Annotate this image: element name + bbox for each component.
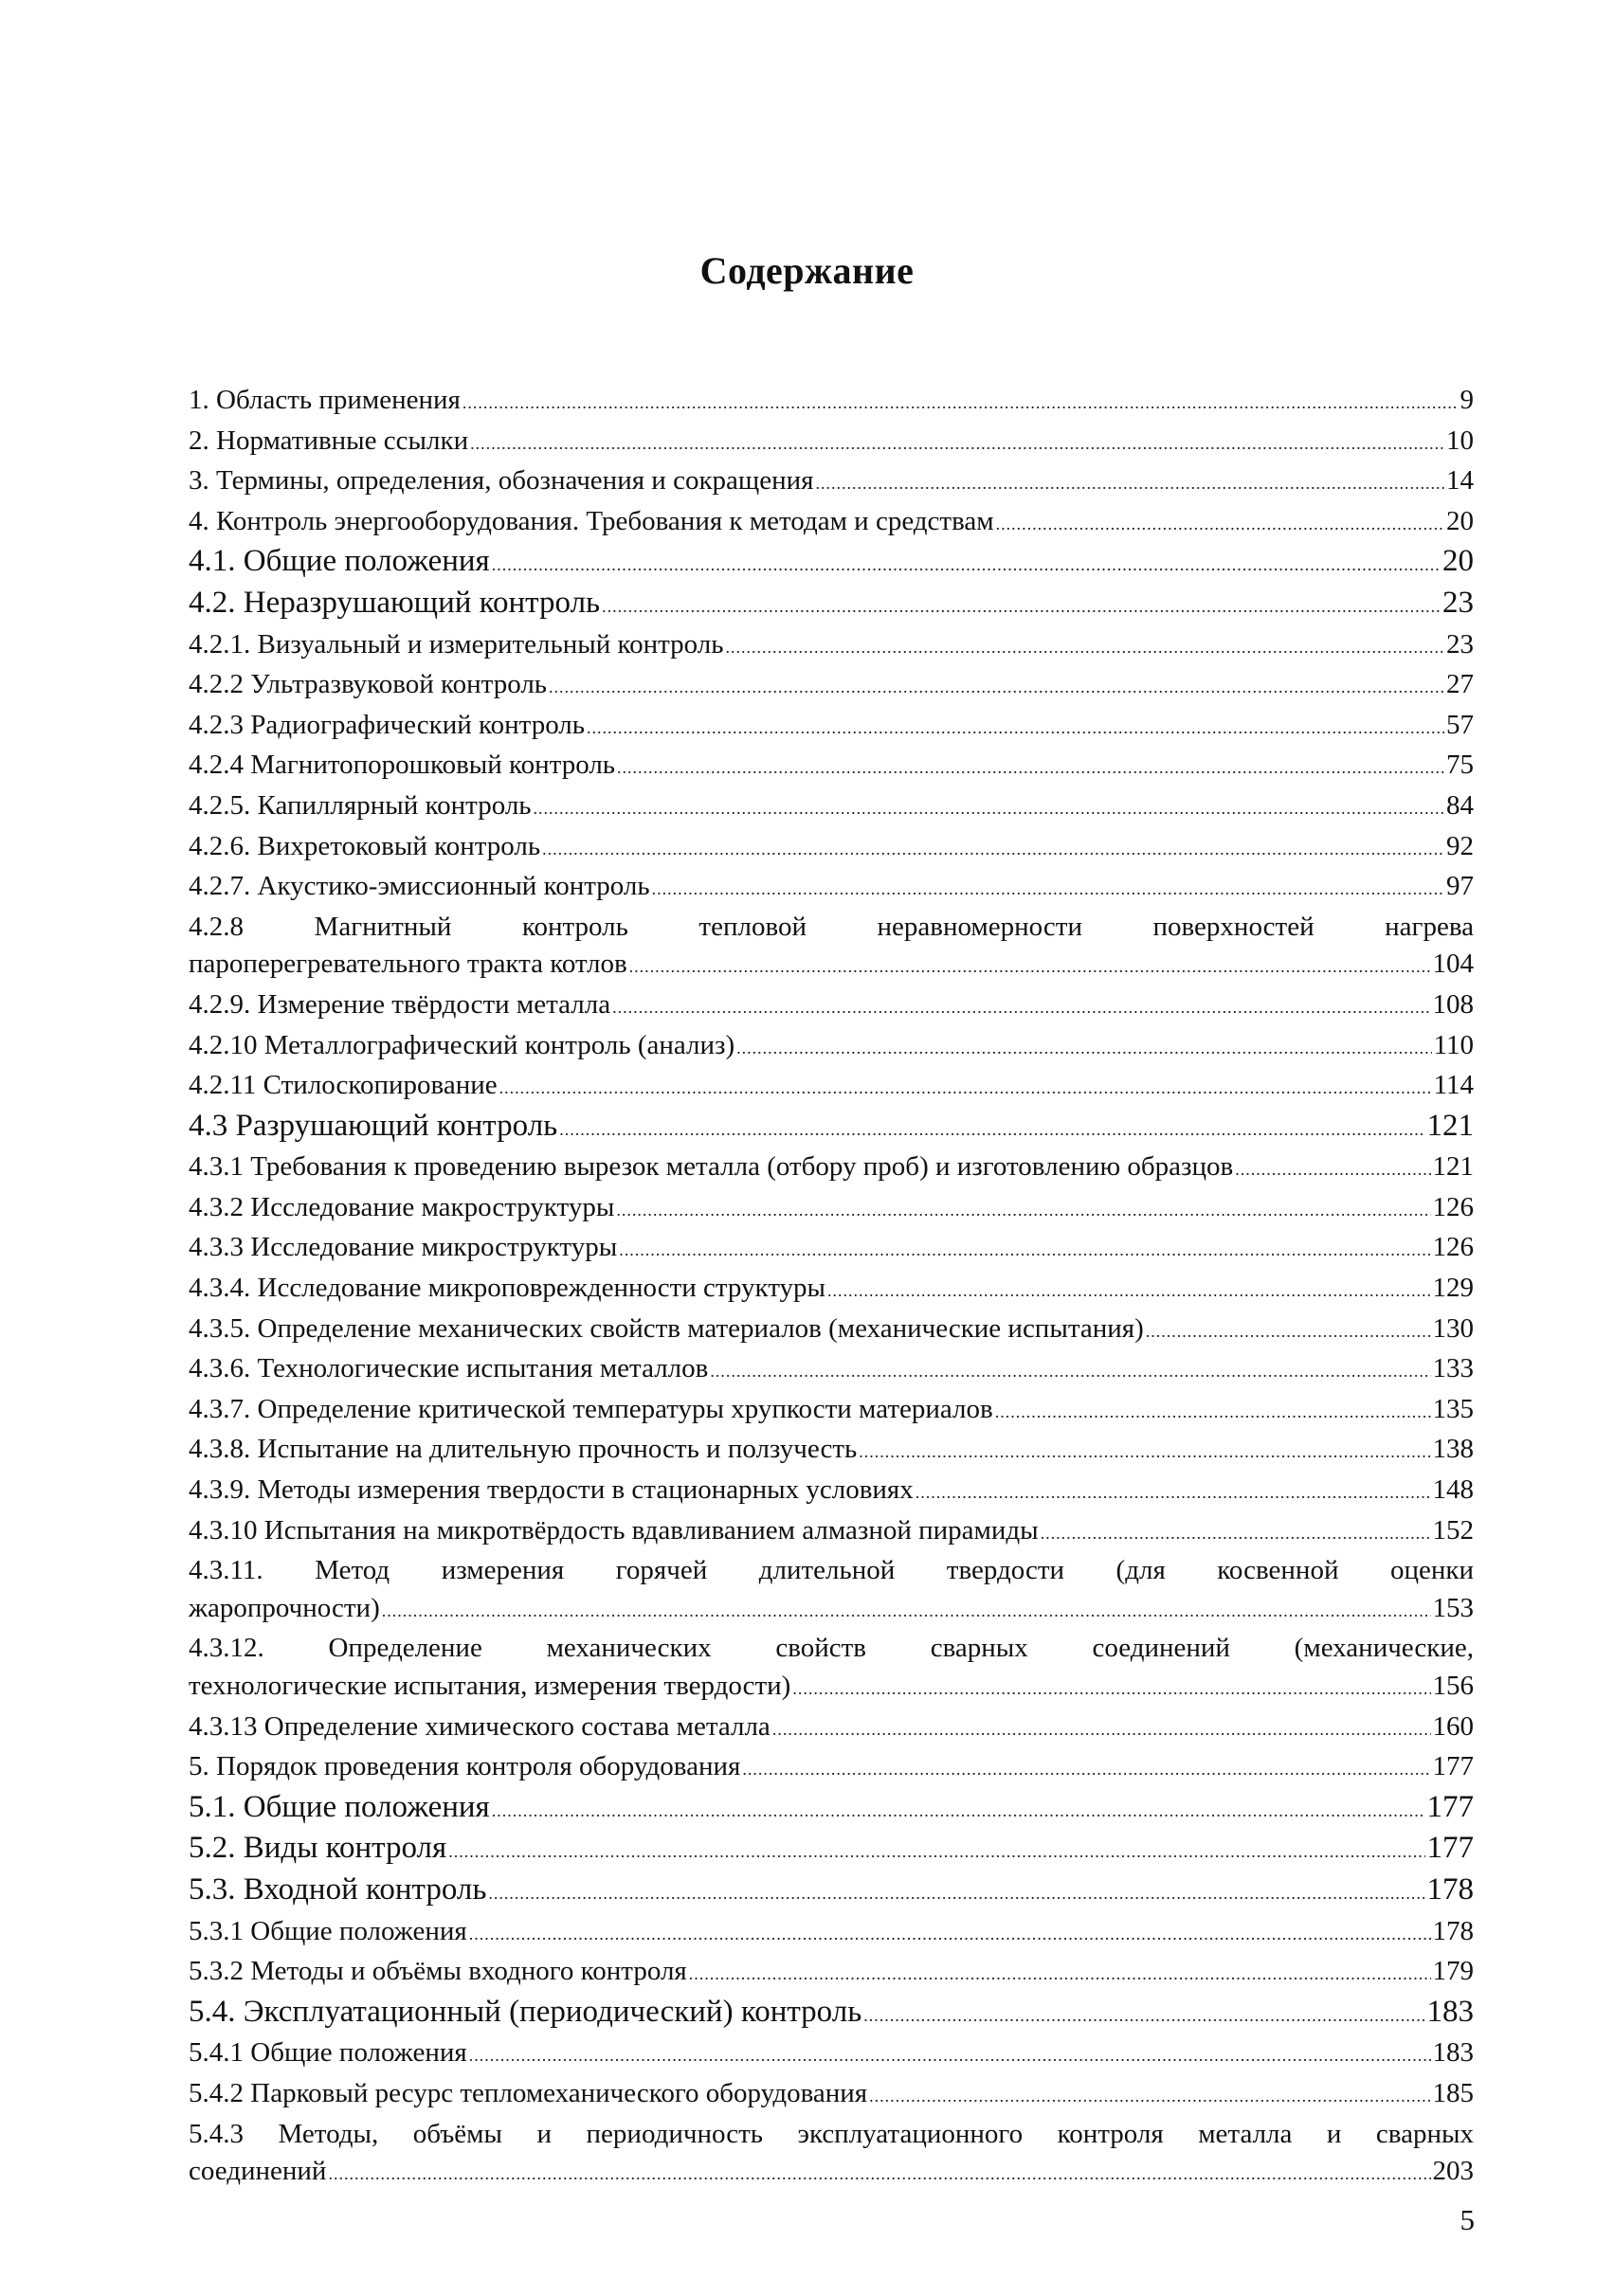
toc-entry [189, 946, 1474, 986]
toc-entry-page: 183 [1426, 1994, 1474, 2029]
toc-entry [189, 1953, 1474, 1994]
toc-entry [189, 1027, 1474, 1068]
toc-entry-label: 5.4. Эксплуатационный (периодический) контроль [189, 1994, 862, 2029]
toc-entry-page: 177 [1426, 1789, 1474, 1824]
toc-entry-first-line: 4.3.12. Определение механических свойств сварных соединений (механические, [189, 1633, 1474, 1664]
toc-entry-label: 4.3.13 Определение химического состава металла [189, 1710, 771, 1742]
toc-entry-label: 4.3.9. Методы измерения твердости в стационарных условиях [189, 1474, 914, 1506]
dot-leader [542, 831, 1444, 869]
toc-entry-label: 5.3. Входной контроль [189, 1871, 487, 1907]
dot-leader [470, 425, 1444, 463]
toc-entry-page: 126 [1432, 1232, 1474, 1263]
toc-entry [189, 1748, 1474, 1789]
toc-entry-label: 4.2.7. Акустико-эмиссионный контроль [189, 871, 650, 902]
toc-entry-page: 121 [1426, 1108, 1474, 1143]
toc-entry-label: 4.3.2 Исследование макроструктуры [189, 1191, 615, 1222]
toc-entry-page: 27 [1446, 669, 1474, 700]
toc-entry-page: 20 [1442, 544, 1474, 579]
toc-entry-label: 4.2.1. Визуальный и измерительный контроль [189, 628, 724, 660]
toc-entry [189, 666, 1474, 707]
toc-entry-label: 1. Область применения [189, 385, 461, 415]
toc-entry [189, 503, 1474, 544]
toc-entry [189, 1311, 1474, 1351]
toc-entry [189, 1913, 1474, 1954]
toc-entry-label: 4.1. Общие положения [189, 544, 490, 579]
dot-leader [1041, 1515, 1431, 1553]
dot-leader [772, 1711, 1431, 1749]
dot-leader [469, 1916, 1431, 1954]
toc-entry [189, 626, 1474, 667]
toc-entry [189, 1830, 1474, 1871]
toc-entry-page: 133 [1432, 1353, 1474, 1384]
dot-leader [815, 465, 1444, 503]
toc-entry [189, 1668, 1474, 1708]
toc-entry-label: 4.2.9. Измерение твёрдости металла [189, 988, 611, 1020]
dot-leader [629, 949, 1431, 986]
toc-entry-page: 121 [1432, 1151, 1474, 1183]
toc-entry-first-line: 5.4.3 Методы, объёмы и периодичность эксплуатационного контроля металла и сварных [189, 2118, 1474, 2149]
toc-entry [189, 585, 1474, 626]
toc-entry-page: 160 [1432, 1710, 1474, 1742]
page-number: 5 [1460, 2203, 1475, 2236]
toc-entry [189, 1108, 1474, 1149]
toc-entry-label: 4.3.7. Определение критической температуры хрупкости материалов [189, 1393, 993, 1424]
toc-entry-label: 5.4.2 Парковый ресурс тепломеханического оборудования [189, 2077, 868, 2108]
dot-leader [492, 547, 1441, 585]
toc-entry-label: 2. Нормативные ссылки [189, 425, 469, 456]
toc-entry-label: 4.2.2 Ультразвуковой контроль [189, 669, 548, 700]
toc-entry [189, 787, 1474, 828]
dot-leader [863, 1998, 1424, 2035]
dot-leader [869, 2078, 1430, 2116]
toc-entry-label: 4.2. Неразрушающий контроль [189, 585, 601, 620]
dot-leader [916, 1474, 1431, 1512]
toc-entry-page: 129 [1432, 1273, 1474, 1304]
toc-entry-label: 5. Порядок проведения контроля оборудования [189, 1751, 741, 1782]
dot-leader [602, 588, 1441, 626]
toc-entry [189, 1067, 1474, 1108]
toc-entry-label: 4.3.6. Технологические испытания металлов [189, 1353, 709, 1384]
toc-entry-label: 4.2.5. Капиллярный контроль [189, 789, 532, 821]
toc-entry-page: 10 [1446, 425, 1474, 456]
toc-entry-page: 152 [1432, 1514, 1474, 1546]
toc-entry [189, 1472, 1474, 1512]
toc-entry-page: 108 [1432, 988, 1474, 1020]
toc-entry-label: 4. Контроль энергооборудования. Требования к методам и средствам [189, 505, 994, 536]
toc-entry-label: технологические испытания, измерения твердости) [189, 1671, 791, 1701]
toc-entry [189, 828, 1474, 869]
dot-leader [859, 1434, 1430, 1472]
toc-entry-page: 130 [1432, 1312, 1474, 1344]
toc-entry-page: 126 [1432, 1191, 1474, 1222]
toc-entry-label: 4.3.10 Испытания на микротвёрдость вдавливанием алмазной пирамиды [189, 1514, 1039, 1546]
toc-entry-label: пароперегревательного тракта котлов [189, 949, 627, 980]
toc-entry-page: 138 [1432, 1434, 1474, 1465]
dot-leader [382, 1593, 1431, 1631]
toc-entry-first-line: 4.2.8 Магнитный контроль тепловой неравномерности поверхностей нагрева [189, 911, 1474, 942]
dot-leader [612, 989, 1430, 1027]
dot-leader [742, 1751, 1430, 1789]
toc-entry [189, 1512, 1474, 1553]
toc-entry-label: 4.2.10 Металлографический контроль (анализ) [189, 1029, 735, 1060]
dot-leader [448, 1834, 1424, 1871]
dot-leader [549, 669, 1444, 707]
dot-leader [792, 1671, 1430, 1708]
toc-entry [189, 1270, 1474, 1311]
toc-entry-page: 9 [1460, 385, 1474, 415]
toc-entry-page: 179 [1432, 1956, 1474, 1987]
toc-entry-page: 114 [1433, 1070, 1474, 1101]
toc-entry-label: 5.1. Общие положения [189, 1789, 490, 1824]
toc-entry-page: 97 [1446, 871, 1474, 902]
toc-entry [189, 1391, 1474, 1432]
toc-entry-label: 4.2.3 Радиографический контроль [189, 709, 586, 740]
dot-leader [587, 710, 1444, 748]
toc-entry [189, 1871, 1474, 1913]
toc-entry [189, 382, 1474, 423]
toc-entry-label: 5.2. Виды контроля [189, 1831, 447, 1866]
toc-entry [189, 1229, 1474, 1270]
dot-leader [1235, 1151, 1430, 1189]
toc-entry-label: 4.2.4 Магнитопорошковый контроль [189, 750, 616, 781]
toc-entry-page: 84 [1446, 789, 1474, 821]
toc-entry [189, 1789, 1474, 1831]
toc-entry-label: 4.2.6. Вихретоковый контроль [189, 830, 541, 861]
toc-entry-page: 177 [1426, 1831, 1474, 1866]
toc-entry-page: 148 [1432, 1474, 1474, 1506]
dot-leader [499, 1070, 1432, 1108]
toc-entry-page: 153 [1432, 1592, 1474, 1623]
toc-entry-page: 20 [1446, 505, 1474, 536]
page-title: Содержание [699, 249, 915, 292]
toc-entry-label: 4.2.11 Стилоскопирование [189, 1070, 498, 1101]
toc-entry [189, 2153, 1474, 2194]
dot-leader [736, 1030, 1431, 1068]
toc-entry [189, 1708, 1474, 1749]
dot-leader [616, 1192, 1430, 1230]
dot-leader [462, 385, 1459, 423]
toc-entry-label: 4.3.4. Исследование микроповрежденности структуры [189, 1273, 826, 1304]
toc-entry-page: 183 [1432, 2037, 1474, 2069]
toc-entry [189, 1590, 1474, 1631]
toc-entry-label: 3. Термины, определения, обозначения и сокращения [189, 465, 814, 497]
toc-entry-label: 4.3.1 Требования к проведению вырезок металла (отбору проб) и изготовлению образцов [189, 1151, 1234, 1183]
toc-entry-page: 23 [1442, 585, 1474, 620]
toc-entry-page: 110 [1433, 1029, 1474, 1060]
toc-entry-page: 75 [1446, 750, 1474, 781]
toc-entry [189, 462, 1474, 503]
toc-entry-page: 178 [1432, 1915, 1474, 1946]
toc-entry [189, 1994, 1474, 2035]
toc-entry-label: 4.3.3 Исследование микроструктуры [189, 1232, 618, 1263]
toc-entry-page: 23 [1446, 628, 1474, 660]
toc-entry [189, 543, 1474, 585]
dot-leader [1146, 1313, 1431, 1351]
toc-entry-page: 57 [1446, 709, 1474, 740]
toc-entry-page: 203 [1432, 2156, 1474, 2187]
toc-entry [189, 868, 1474, 909]
dot-leader [995, 1394, 1431, 1432]
toc-entry-page: 185 [1432, 2077, 1474, 2108]
dot-leader [652, 871, 1444, 909]
toc-entry-label: 5.3.1 Общие положения [189, 1915, 467, 1946]
toc-entry-page: 178 [1426, 1871, 1474, 1907]
toc-entry [189, 2034, 1474, 2075]
dot-leader [689, 1956, 1431, 1994]
toc-entry-label: соединений [189, 2156, 327, 2187]
toc-entry-page: 104 [1432, 949, 1474, 980]
toc-entry-page: 14 [1446, 465, 1474, 497]
dot-leader [534, 790, 1444, 828]
dot-leader [710, 1353, 1430, 1391]
toc-entry-label: 4.3.8. Испытание на длительную прочность и ползучесть [189, 1434, 858, 1465]
toc-entry-page: 156 [1432, 1671, 1474, 1701]
toc-entry-page: 92 [1446, 830, 1474, 861]
toc-entry [189, 1189, 1474, 1230]
dot-leader [559, 1112, 1424, 1149]
dot-leader [469, 2037, 1431, 2075]
toc-entry [189, 986, 1474, 1027]
dot-leader [619, 1232, 1430, 1270]
toc-entry [189, 707, 1474, 748]
dot-leader [328, 2156, 1430, 2194]
toc-entry-label: жаропрочности) [189, 1592, 380, 1623]
toc-entry [189, 1148, 1474, 1189]
toc-entry [189, 1350, 1474, 1391]
table-of-contents [189, 382, 1474, 2194]
toc-entry-label: 5.4.1 Общие положения [189, 2037, 467, 2069]
toc-entry [189, 1431, 1474, 1472]
toc-entry [189, 2075, 1474, 2116]
toc-entry [189, 747, 1474, 787]
toc-entry-label: 5.3.2 Методы и объёмы входного контроля [189, 1956, 687, 1987]
dot-leader [996, 506, 1444, 544]
toc-entry [189, 423, 1474, 463]
toc-entry-first-line: 4.3.11. Метод измерения горячей длительной твердости (для косвенной оценки [189, 1555, 1474, 1586]
dot-leader [827, 1273, 1430, 1311]
dot-leader [617, 750, 1444, 787]
dot-leader [726, 629, 1445, 667]
toc-entry-page: 177 [1432, 1751, 1474, 1782]
toc-entry-label: 4.3.5. Определение механических свойств материалов (механические испытания) [189, 1312, 1144, 1344]
toc-entry-page: 135 [1432, 1393, 1474, 1424]
dot-leader [488, 1875, 1424, 1913]
dot-leader [492, 1793, 1425, 1831]
toc-entry-label: 4.3 Разрушающий контроль [189, 1108, 558, 1143]
